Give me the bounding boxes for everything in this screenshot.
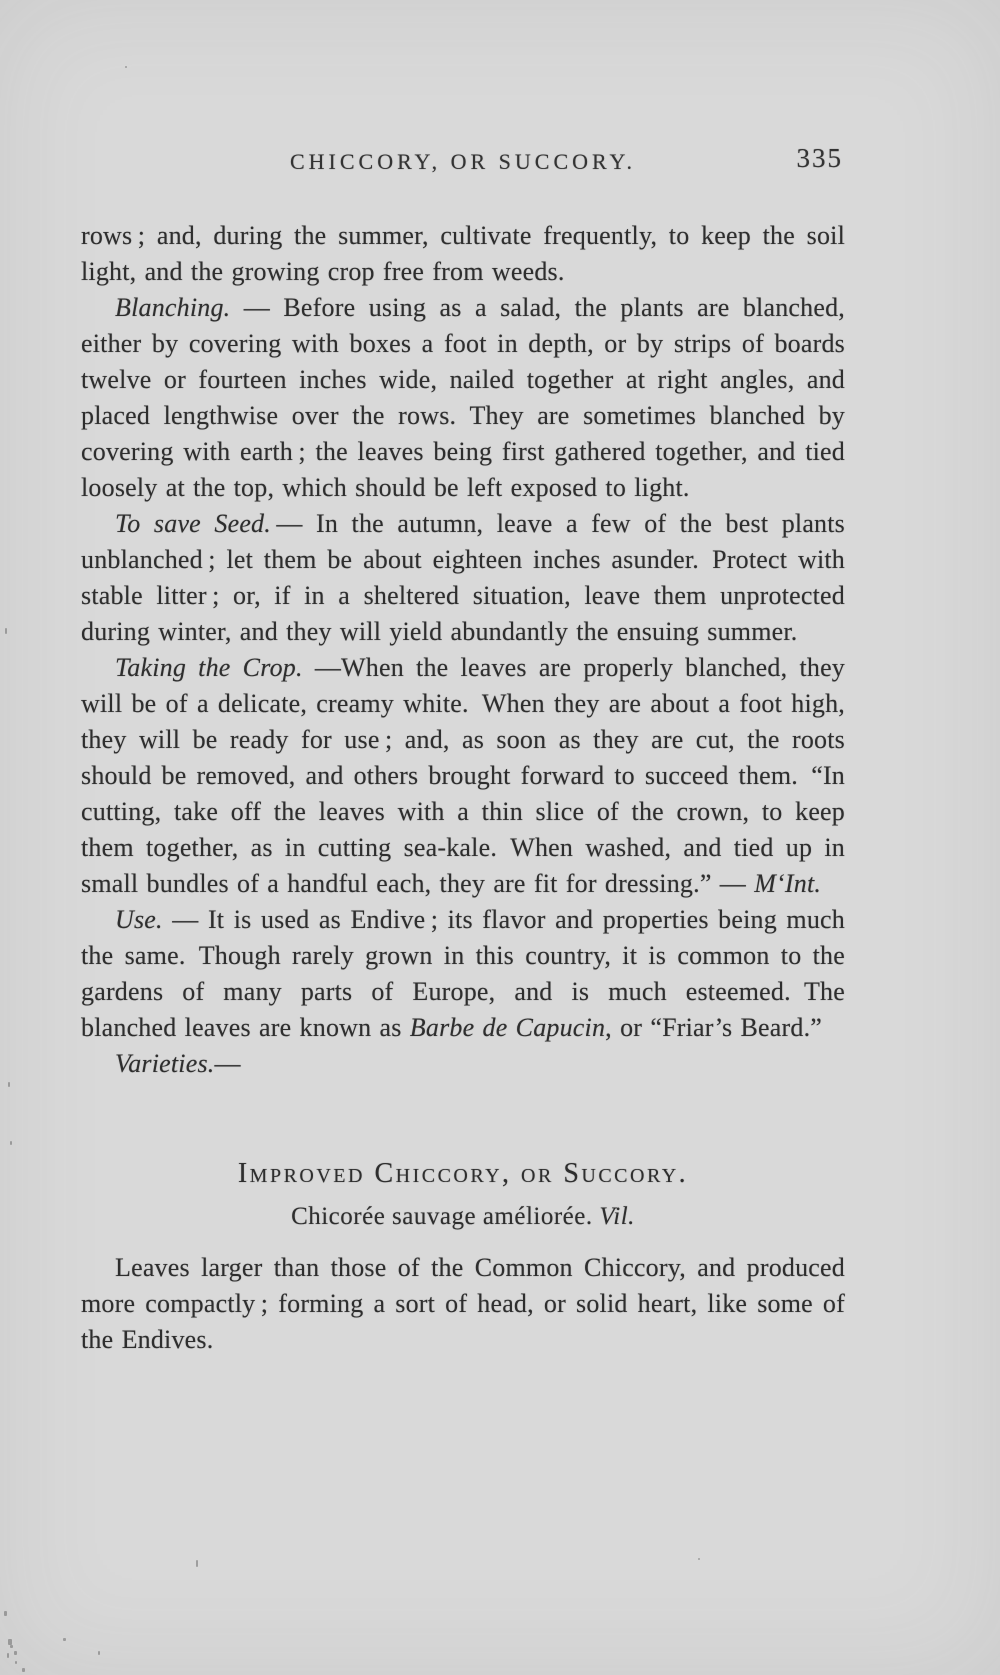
italic-run: Use. bbox=[115, 905, 163, 934]
text-run: — In the autumn, leave a few of the best plants unblanched ; let them be about eighteen inches asunder. Protect with stable litter ; or, if in a sheltered situation, leave them unprotected during winter, and they will yield abundantly the ensuing summer. bbox=[81, 509, 846, 646]
paragraph bbox=[81, 1046, 845, 1082]
page-content bbox=[81, 143, 846, 1358]
running-header bbox=[81, 143, 845, 176]
page-number: 335 bbox=[796, 143, 843, 173]
italic-run: M‘Int. bbox=[754, 869, 822, 898]
scan-speck bbox=[4, 1611, 7, 1616]
scan-speck bbox=[5, 628, 7, 634]
paragraph bbox=[81, 290, 845, 506]
text-run: — It is used as Endive ; its flavor and properties being much the same. Though rarely grown in this country, it is common to the gardens of many parts of Europe, and is much esteemed. The blanched leaves are known as bbox=[81, 905, 845, 1042]
scan-speck bbox=[10, 1645, 13, 1648]
text-run: Chicorée sauvage améliorée. bbox=[291, 1203, 600, 1230]
italic-run: Varieties. bbox=[115, 1049, 215, 1078]
scan-speck bbox=[22, 1668, 25, 1672]
scan-speck bbox=[8, 1082, 10, 1087]
italic-run: Vil. bbox=[599, 1203, 635, 1230]
scan-speck bbox=[7, 1653, 9, 1658]
body-text-block bbox=[81, 218, 845, 1082]
section-heading: Improved Chiccory, or Succory. bbox=[237, 1158, 689, 1189]
scan-speck bbox=[14, 1651, 17, 1655]
scan-speck bbox=[15, 1661, 17, 1664]
text-run: Leaves larger than those of the Common Chiccory, and produced more compactly ; forming a sort of head, or solid heart, like some of the Endives. bbox=[81, 1253, 845, 1354]
paragraph bbox=[81, 218, 845, 290]
paragraph bbox=[81, 650, 845, 902]
text-run: rows ; and, during the summer, cultivate frequently, to keep the soil light, and the growing crop free from weeds. bbox=[81, 221, 845, 286]
paragraph bbox=[81, 506, 845, 650]
scan-speck bbox=[63, 1638, 66, 1641]
text-run: , or “Friar’s Beard.” bbox=[605, 1013, 823, 1042]
scan-speck bbox=[698, 1558, 700, 1560]
scan-speck bbox=[10, 1141, 12, 1145]
scan-speck bbox=[98, 1651, 100, 1655]
italic-run: Taking the Crop. bbox=[115, 653, 303, 682]
text-run: — bbox=[214, 1049, 241, 1078]
scan-speck bbox=[196, 1560, 198, 1567]
italic-run: To save Seed. bbox=[115, 509, 271, 538]
text-run: — Before using as a salad, the plants are blanched, either by covering with boxes a foot in depth, or by strips of boards twelve or fourteen inches wide, nailed together at right angles, and placed lengthwise over the rows. They are sometimes blanched by covering with earth ; the leaves being first gathered together, and tied loosely at the top, which should be left exposed to light. bbox=[81, 293, 845, 502]
scan-speck bbox=[125, 66, 127, 68]
running-header-title: CHICCORY, OR SUCCORY. bbox=[289, 149, 637, 174]
paragraph bbox=[81, 902, 845, 1046]
italic-run: Blanching. bbox=[115, 293, 231, 322]
italic-run: Barbe de Capucin bbox=[409, 1013, 606, 1042]
section-subtitle bbox=[81, 1200, 845, 1234]
section-text-block bbox=[81, 1250, 845, 1358]
text-run: —When the leaves are properly blanched, they will be of a delicate, creamy white. When they are about a foot high, they will be ready for use ; and, as soon as they are cut, the roots should be removed, and others brought forward to succeed them. “In cutting, take off the leaves with a thin slice of the crown, to keep them together, as in cutting sea-kale. When washed, and tied up in small bundles of a handful each, they are fit for dressing.” — bbox=[81, 653, 846, 898]
paragraph bbox=[81, 1250, 845, 1358]
